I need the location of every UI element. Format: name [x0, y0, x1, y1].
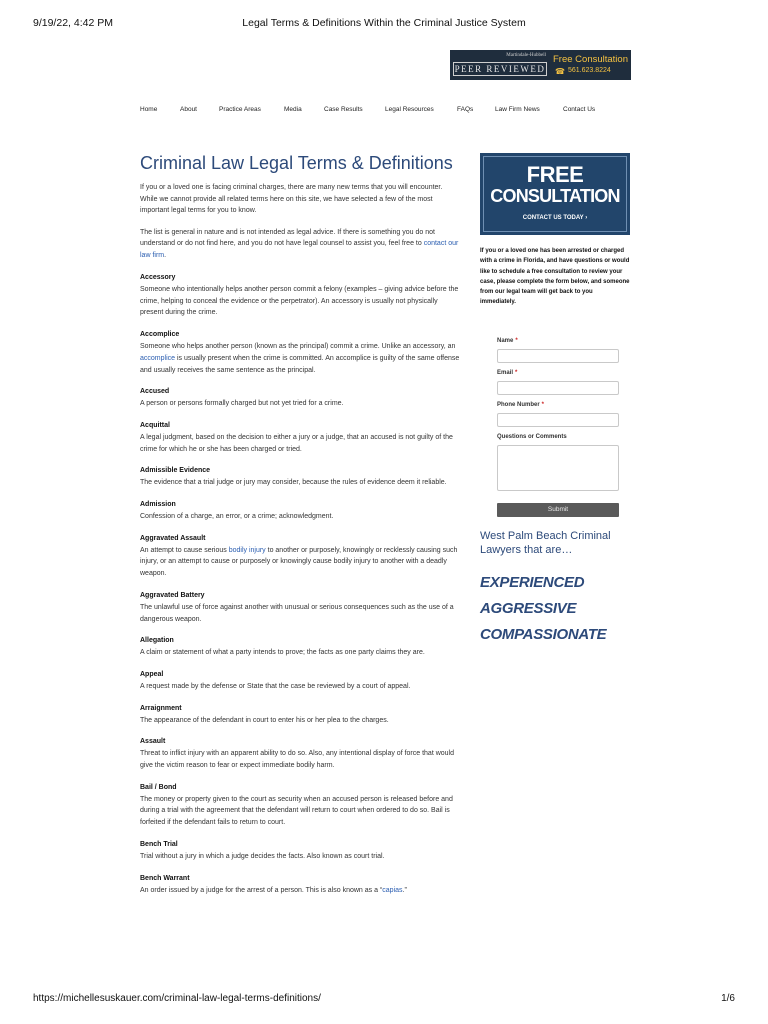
term-definition: A request made by the defense or State that the case be reviewed by a court of appeal. — [140, 682, 411, 690]
def-text: Someone who helps another person (known as the principal) commit a crime. Unlike an accessory, an — [140, 343, 456, 351]
term-definition: The unlawful use of force against another with unusual or serious consequences such as the use of a dangerous weapon. — [140, 603, 454, 623]
term-title: Appeal — [140, 670, 164, 678]
phone-icon: ☎ — [555, 67, 565, 76]
term-definition — [140, 885, 460, 897]
trait-compassionate: COMPASSIONATE — [480, 626, 607, 643]
term-title: Arraignment — [140, 704, 182, 712]
intro2-text: The list is general in nature and is not intended as legal advice. If there is something you do not understand or do not find here, and you do not have legal counsel to assist you, feel free to — [140, 228, 435, 247]
phone-field[interactable] — [497, 413, 619, 427]
term-title: Bench Warrant — [140, 874, 190, 882]
name-label-text: Name — [497, 338, 514, 344]
term-title: Admission — [140, 501, 176, 509]
term-definition: Someone who intentionally helps another person commit a felony (examples – giving advice before the crime, helping to conceal the evidence or the perpetrator). An accessory is usually not physically present during the crime. — [140, 286, 459, 317]
intro-paragraph: If you or a loved one is facing criminal charges, there are many new terms that you will encounter. While we cannot provide all related terms here on this site, we have selected a few of the most important legal terms for you to know. — [140, 184, 443, 214]
print-page-number: 1/6 — [721, 993, 735, 1004]
nav-item-media[interactable]: Media — [284, 106, 302, 113]
consultation-form — [497, 336, 619, 517]
main-nav — [140, 106, 595, 113]
main-content — [140, 153, 460, 907]
phone-number[interactable]: 561.623.8224 — [568, 67, 611, 74]
peer-reviewed-badge[interactable] — [450, 50, 550, 80]
comments-textarea[interactable] — [497, 445, 619, 491]
bodily-injury-link[interactable]: bodily injury — [228, 546, 266, 554]
banner-consultation-text: CONSULTATION — [490, 186, 620, 206]
term-definition: A claim or statement of what a party intends to prove; the facts as one party claims they are. — [140, 649, 425, 657]
term-title: Accused — [140, 388, 170, 396]
email-label — [497, 368, 619, 378]
required-mark: * — [541, 402, 545, 408]
term-title: Accomplice — [140, 331, 180, 339]
print-url: https://michellesuskauer.com/criminal-law-legal-terms-definitions/ — [33, 993, 321, 1004]
nav-item-faqs[interactable]: FAQs — [457, 106, 474, 113]
term-title: Bail / Bond — [140, 783, 177, 791]
term-title: Admissible Evidence — [140, 467, 211, 475]
nav-item-case-results[interactable]: Case Results — [324, 106, 363, 113]
capias-link[interactable]: capias — [382, 886, 403, 894]
trait-aggressive: AGGRESSIVE — [480, 600, 577, 617]
term-title: Aggravated Battery — [140, 591, 205, 599]
banner-free-text: FREE — [526, 162, 584, 187]
print-title: Legal Terms & Definitions Within the Criminal Justice System — [242, 17, 526, 29]
header-badges — [450, 50, 631, 80]
term-title: Bench Trial — [140, 840, 178, 848]
term-definition: Trial without a jury in which a judge decides the facts. Also known as court trial. — [140, 852, 385, 860]
def-text: An order issued by a judge for the arrest of a person. This is also known as a “ — [140, 886, 383, 894]
term-definition: A legal judgment, based on the decision to either a jury or a judge, that an accused is not guilty of the crime for which he or she has been charged or tried. — [140, 433, 453, 453]
term-title: Accessory — [140, 274, 176, 281]
term-title: Aggravated Assault — [140, 534, 206, 542]
west-palm-beach-heading: West Palm Beach Criminal Lawyers that are… — [480, 530, 611, 556]
nav-item-home[interactable]: Home — [140, 106, 158, 113]
phone-label-text: Phone Number — [497, 402, 540, 408]
term-title: Acquittal — [140, 421, 170, 429]
term-title: Assault — [140, 738, 166, 746]
nav-item-about[interactable]: About — [180, 106, 197, 113]
def-text: to another or purposely, knowingly or recklessly causing such injury, or an attempt to cause or purposely or knowingly cause bodily injury to another with a deadly weapon. — [140, 546, 458, 578]
submit-button[interactable]: Submit — [497, 503, 619, 517]
banner-contact-cta: CONTACT US TODAY › — [522, 215, 588, 221]
name-label — [497, 336, 619, 346]
intro2-end: . — [164, 251, 167, 259]
contact-law-firm-link[interactable]: contact our law firm — [140, 240, 459, 259]
def-text: An attempt to cause serious — [140, 546, 229, 554]
def-text: .” — [402, 886, 407, 894]
required-mark: * — [515, 338, 518, 344]
free-consultation-banner[interactable] — [480, 153, 630, 235]
term-definition: The evidence that a trial judge or jury may consider, because the rules of evidence deem it reliable. — [140, 479, 447, 487]
term-title: Allegation — [140, 637, 174, 645]
peer-badge-label: PEER REVIEWED — [454, 64, 546, 74]
sidebar-intro: If you or a loved one has been arrested or charged with a crime in Florida, and have questions or would like to schedule a free consultation to review your case, please complete the form below, and someone from our legal team will get back to you immediately. — [480, 248, 630, 306]
nav-item-contact-us[interactable]: Contact Us — [563, 106, 596, 113]
term-definition: A person or persons formally charged but not yet tried for a crime. — [140, 400, 344, 408]
print-datetime: 9/19/22, 4:42 PM — [33, 17, 113, 29]
email-field[interactable] — [497, 381, 619, 395]
term-definition: The appearance of the defendant in court to enter his or her plea to the charges. — [140, 716, 389, 724]
nav-item-law-firm-news[interactable]: Law Firm News — [495, 106, 540, 113]
def-text: is usually present when the crime is committed. An accomplice is guilty of the same offense and usually receives the same sentence as the principal. — [140, 354, 460, 374]
free-consultation-label: Free Consultation — [553, 54, 628, 65]
comments-label: Questions or Comments — [497, 434, 567, 440]
term-definition: The money or property given to the court as security when an accused person is released before and during a trial with the agreement that the defendant will return to court when ordered to do so. Bail is forfeited if the defendant fails to return to court. — [140, 795, 453, 827]
free-consultation-badge[interactable] — [550, 50, 631, 80]
term-definition — [140, 341, 460, 376]
term-definition — [140, 545, 460, 580]
name-field[interactable] — [497, 349, 619, 363]
page-title: Criminal Law Legal Terms & Definitions — [140, 153, 453, 173]
accomplice-link[interactable]: accomplice — [140, 354, 176, 362]
peer-badge-brand: Martindale-Hubbell — [506, 53, 546, 58]
nav-item-legal-resources[interactable]: Legal Resources — [385, 106, 434, 113]
term-definition: Threat to inflict injury with an apparent ability to do so. Also, any intentional display of force that would give the victim reason to fear or expect immediate bodily harm. — [140, 750, 455, 770]
email-label-text: Email — [497, 370, 514, 376]
nav-item-practice-areas[interactable]: Practice Areas — [219, 106, 261, 113]
required-mark: * — [515, 370, 518, 376]
trait-experienced: EXPERIENCED — [480, 574, 585, 591]
intro-paragraph-2 — [140, 227, 460, 262]
term-definition: Confession of a charge, an error, or a crime; acknowledgment. — [140, 513, 334, 521]
phone-label — [497, 400, 619, 410]
